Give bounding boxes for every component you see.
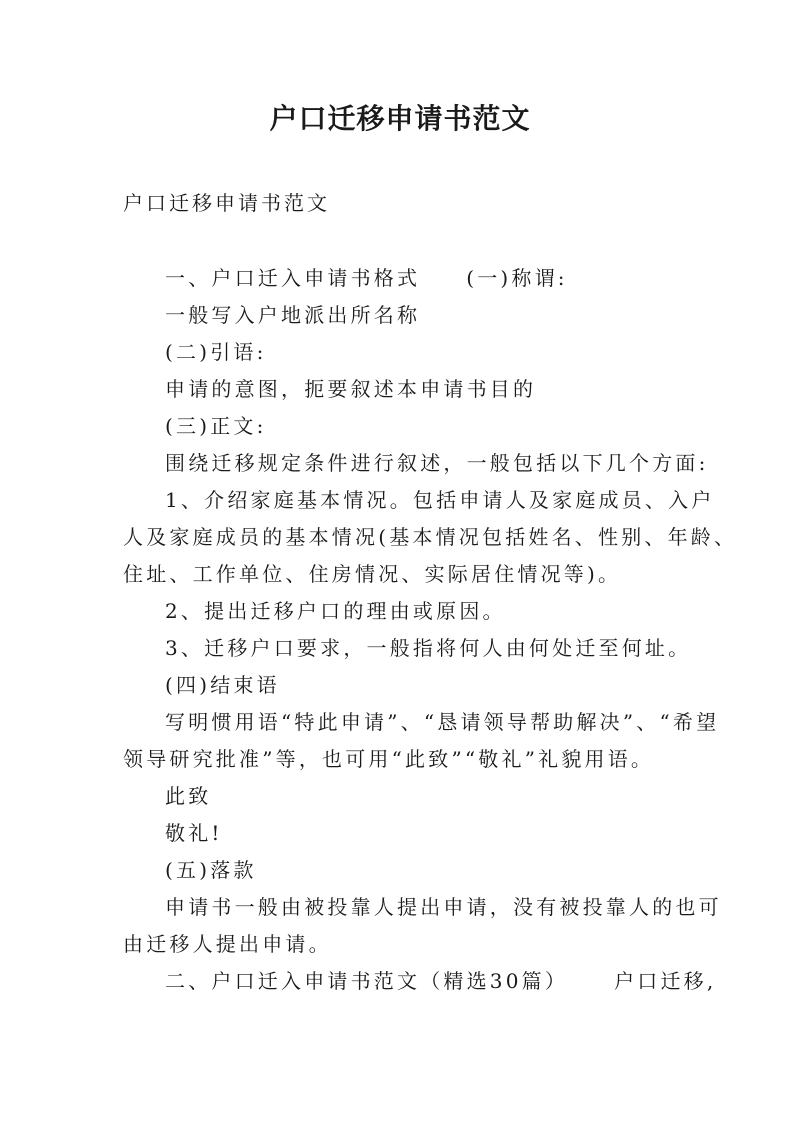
paragraph-line: 人及家庭成员的基本情况(基本情况包括姓名、性别、年龄、 <box>123 525 738 549</box>
paragraph-line: 写明惯用语“特此申请”、“恳请领导帮助解决”、“希望 <box>165 710 720 734</box>
paragraph-line: 1、介绍家庭基本情况。包括申请人及家庭成员、入户 <box>165 488 715 512</box>
document-subtitle: 户口迁移申请书范文 <box>123 191 330 215</box>
section-heading-1: 一、户口迁入申请书格式 <box>165 266 421 290</box>
paragraph-line: 此致 <box>165 784 212 808</box>
paragraph-line: 申请的意图，扼要叙述本申请书目的 <box>165 377 537 401</box>
subsection-heading: (三)正文: <box>165 414 267 438</box>
paragraph-line: 户口迁移, <box>614 969 717 993</box>
paragraph-line: 申请书一般由被投靠人提出申请，没有被投靠人的也可 <box>165 895 722 919</box>
subsection-salutation: (一)称谓: <box>466 266 568 290</box>
document-title: 户口迁移申请书范文 <box>269 102 531 135</box>
subsection-heading: (五)落款 <box>165 858 257 882</box>
paragraph-line: 一般写入户地派出所名称 <box>165 303 421 327</box>
paragraph-line: 敬礼! <box>165 821 223 845</box>
subsection-heading: (二)引语: <box>165 340 267 364</box>
paragraph-line: 3、迁移户口要求，一般指将何人由何处迁至何址。 <box>165 636 692 660</box>
paragraph-section-2 <box>123 963 717 1000</box>
document-body <box>123 260 738 1000</box>
paragraph-line: 由迁移人提出申请。 <box>123 932 332 956</box>
paragraph-line: 领导研究批准”等，也可用“此致”“敬礼”礼貌用语。 <box>123 747 655 771</box>
paragraph-line: 围绕迁移规定条件进行叙述，一般包括以下几个方面: <box>165 451 709 475</box>
paragraph-line: 住址、工作单位、住房情况、实际居住情况等)。 <box>123 562 622 586</box>
subsection-heading: (四)结束语 <box>165 673 280 697</box>
section-heading-2: 二、户口迁入申请书范文（精选30篇） <box>165 969 569 993</box>
paragraph-format-heading <box>123 260 693 297</box>
paragraph-line: 2、提出迁移户口的理由或原因。 <box>165 599 506 623</box>
